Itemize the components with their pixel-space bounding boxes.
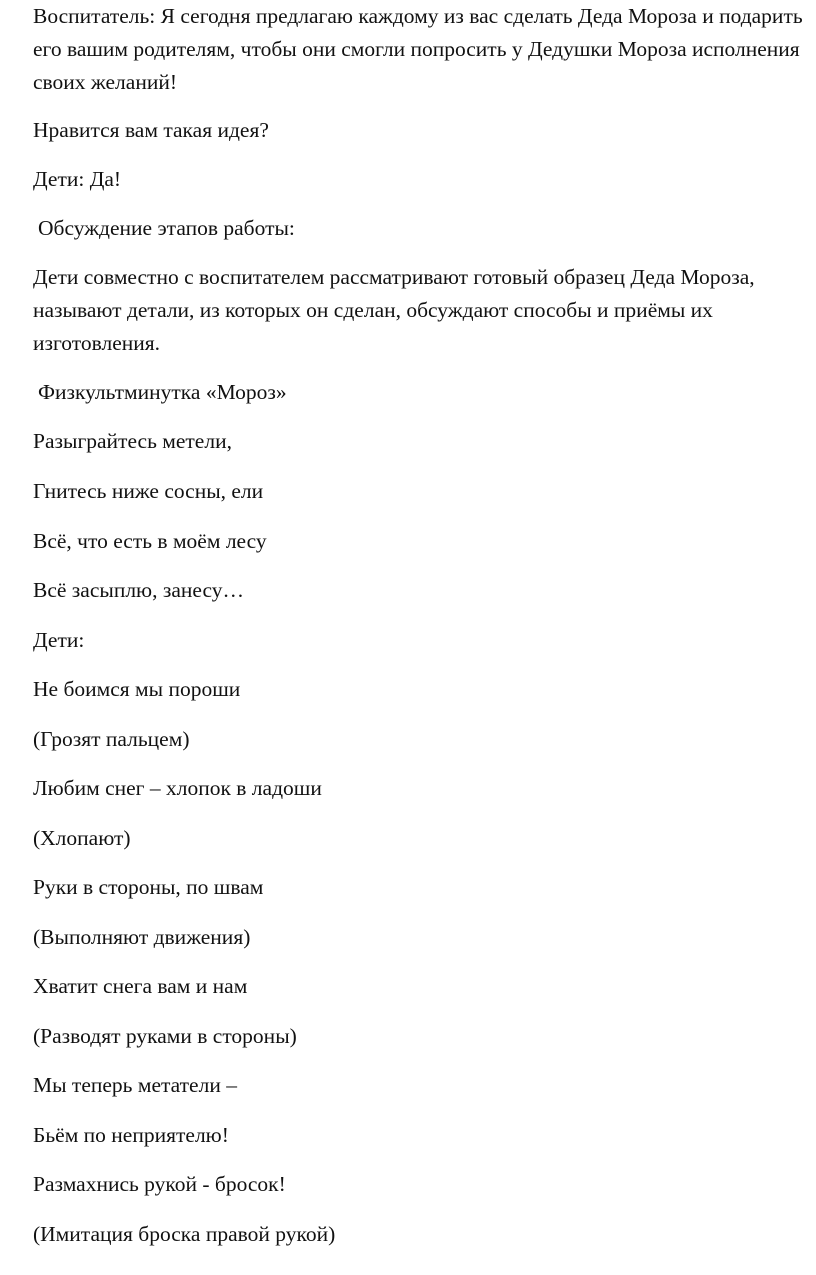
- paragraph-question: Нравится вам такая идея?: [33, 118, 269, 142]
- poem-line: Всё засыплю, занесу…: [33, 578, 245, 602]
- poem-line: Бьём по неприятелю!: [33, 1123, 229, 1147]
- poem-line: Любим снег – хлопок в ладоши: [33, 776, 322, 800]
- poem-line: Разыграйтесь метели,: [33, 429, 232, 453]
- poem-line: Размахнись рукой - бросок!: [33, 1172, 286, 1196]
- stage-direction: (Грозят пальцем): [33, 727, 190, 751]
- paragraph-children-answer: Дети: Да!: [33, 167, 122, 191]
- poem-line: Руки в стороны, по швам: [33, 875, 264, 899]
- paragraph-teacher-intro: Воспитатель: Я сегодня предлагаю каждому из вас сделать Деда Мороза и подарить его вашим родителям, чтобы они смогли попросить у Дедушки Мороза исполнения своих желаний!: [33, 4, 803, 94]
- stage-direction: (Хлопают): [33, 826, 131, 850]
- paragraph-exercise-title: Физкультминутка «Мороз»: [38, 380, 287, 404]
- speaker-label: Дети:: [33, 628, 85, 652]
- poem-line: Не боимся мы пороши: [33, 677, 241, 701]
- poem-line: Мы теперь метатели –: [33, 1073, 237, 1097]
- poem-line: Гнитесь ниже сосны, ели: [33, 479, 264, 503]
- stage-direction: (Выполняют движения): [33, 925, 251, 949]
- stage-direction: (Имитация броска правой рукой): [33, 1222, 336, 1246]
- poem-line: Всё, что есть в моём лесу: [33, 529, 267, 553]
- stage-direction: (Разводят руками в стороны): [33, 1024, 297, 1048]
- paragraph-discussion-body: Дети совместно с воспитателем рассматривают готовый образец Деда Мороза, называют детали, из которых он сделан, обсуждают способы и приёмы их изготовления.: [33, 265, 755, 355]
- poem-line: Хватит снега вам и нам: [33, 974, 248, 998]
- paragraph-discussion-heading: Обсуждение этапов работы:: [38, 216, 295, 240]
